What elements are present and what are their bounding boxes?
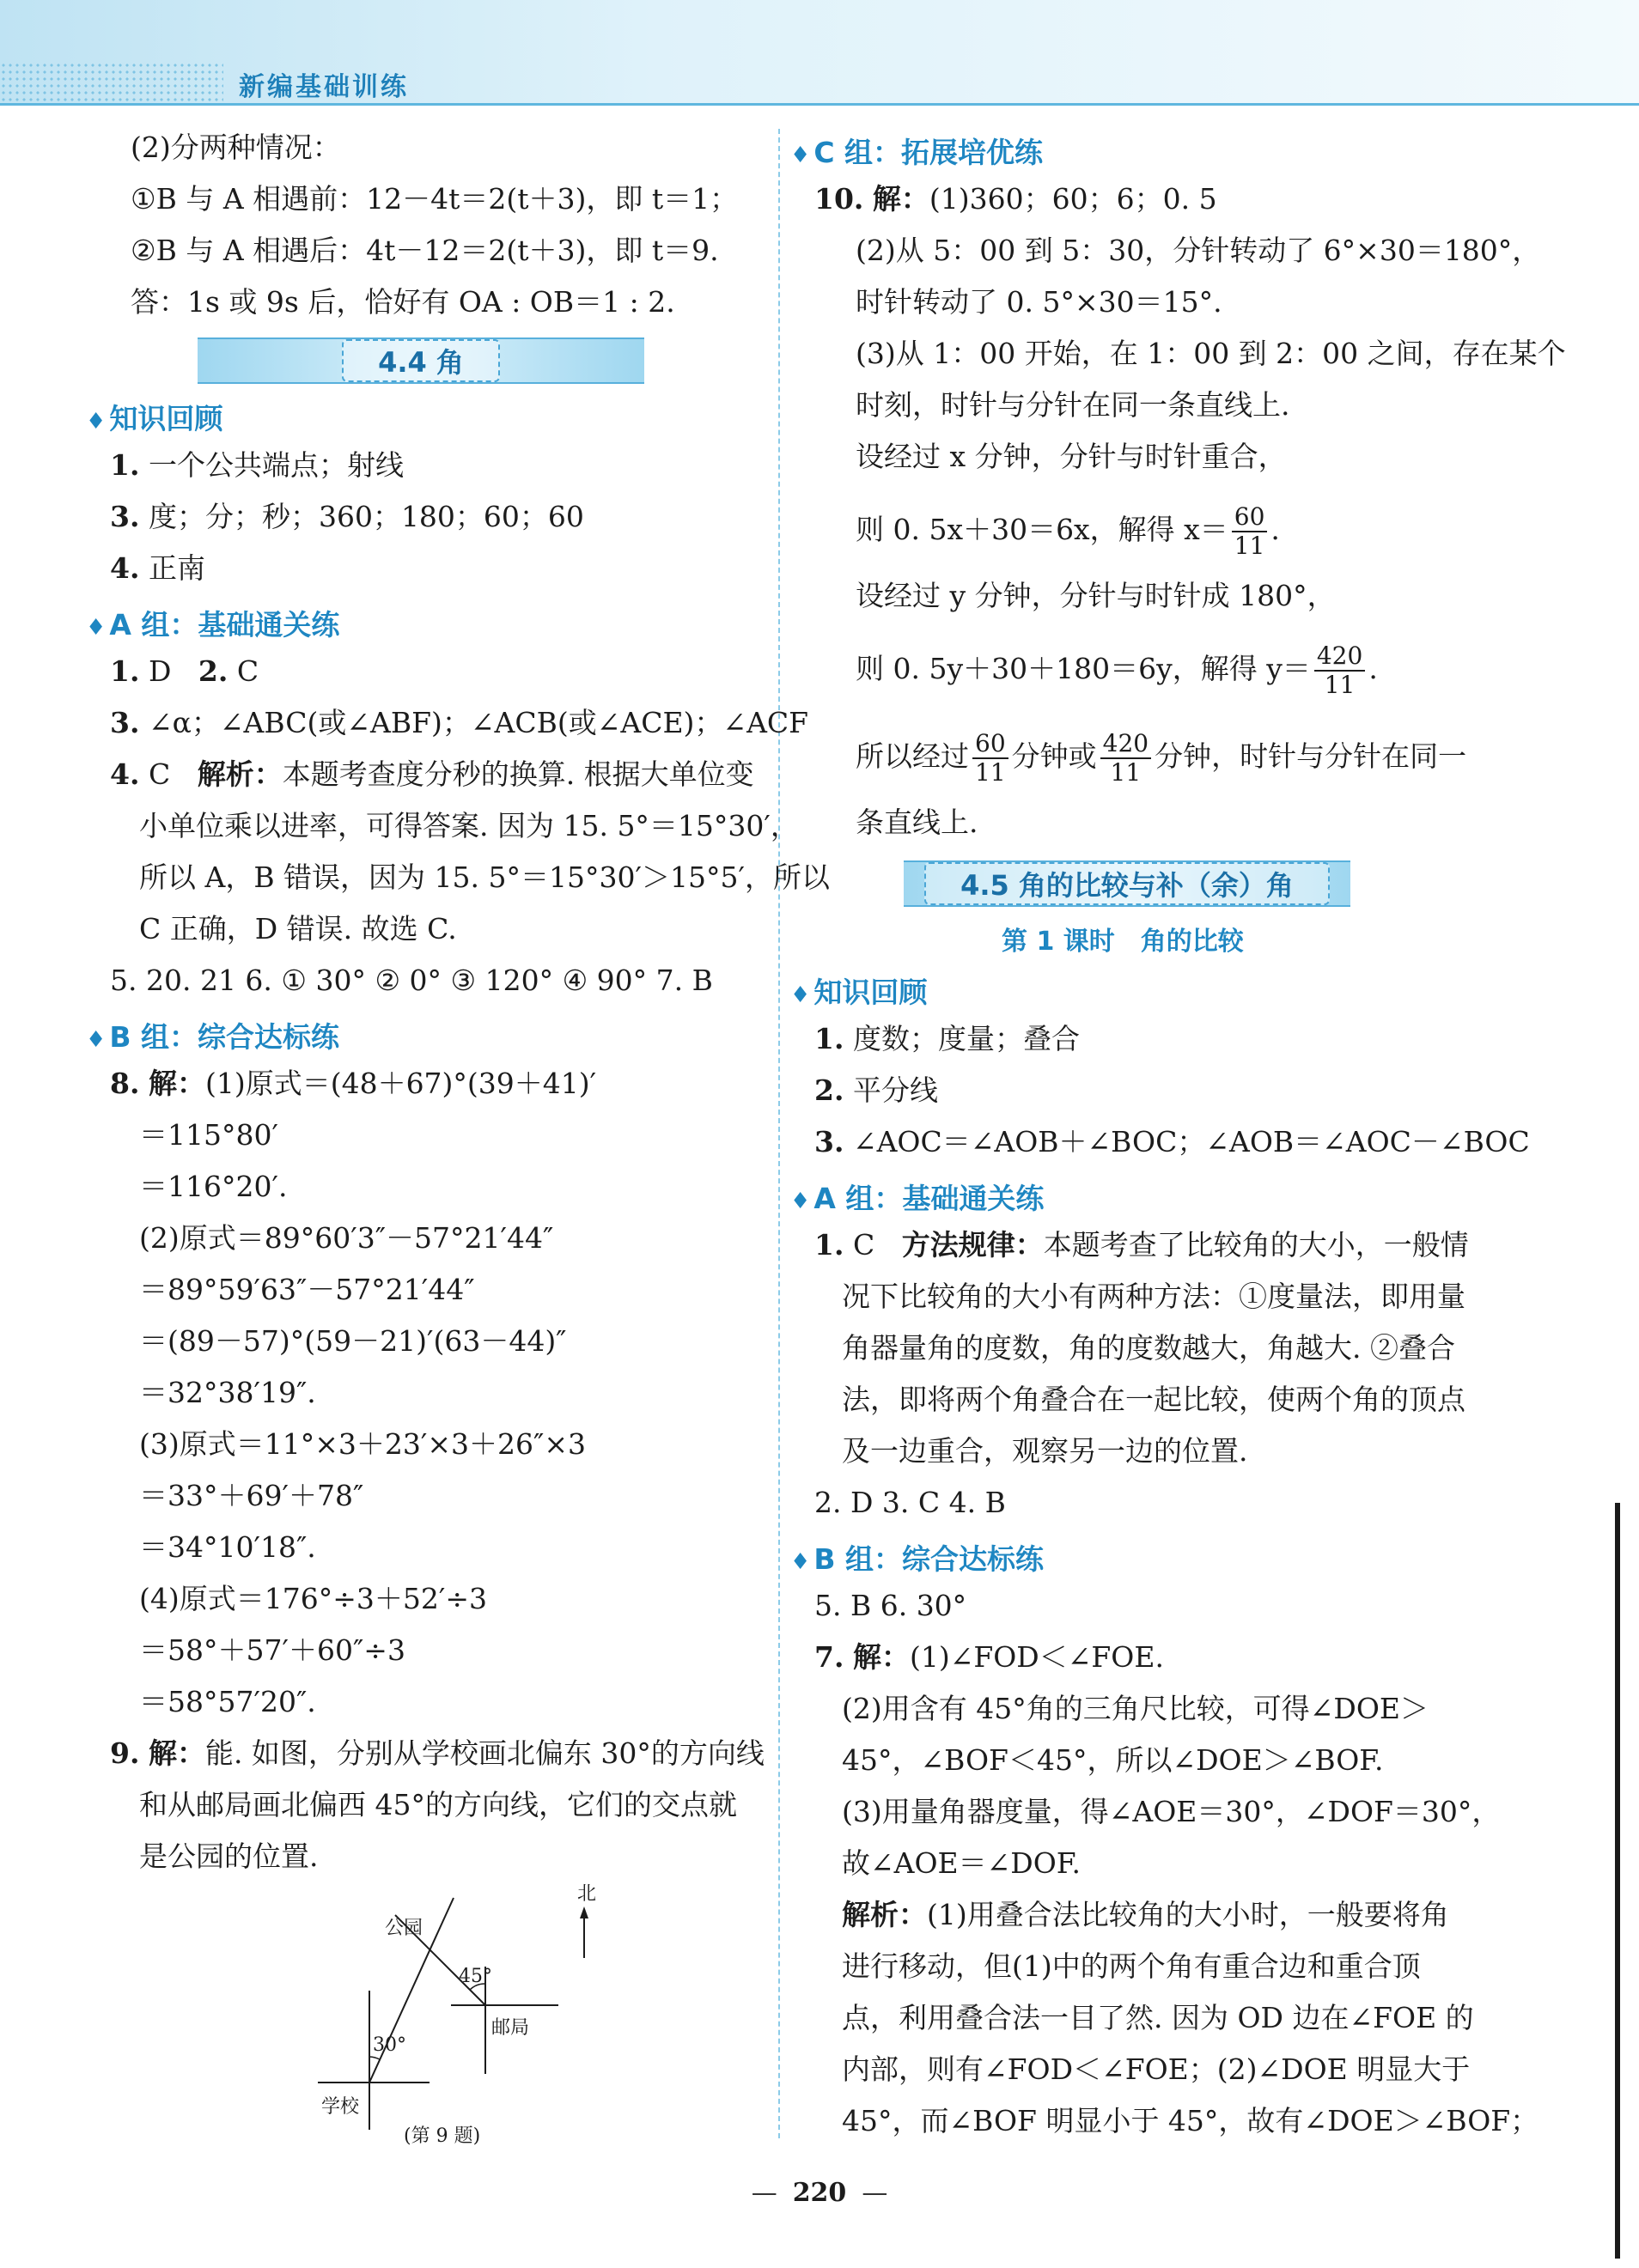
fraction [1232,503,1268,560]
text-line: 设经过 y 分钟，分针与时针成 180°， [856,579,1336,612]
section-banner-4-5 [904,860,1350,907]
list-item [110,448,404,483]
list-item [814,1073,938,1108]
item-text: 一个公共端点；射线 [148,448,404,482]
text-line: ②B 与 A 相遇后：4t－12＝2(t＋3)，即 t＝9. [131,234,719,267]
sum-line [856,727,1466,787]
equation-text: 则 0. 5y＋30＋180＝6y，解得 y＝ [856,652,1311,685]
denominator: 11 [1324,671,1356,699]
denominator: 11 [975,758,1006,787]
subheading-group-a: ♦ A 组：基础通关练 [790,1177,1044,1217]
item-number: 1. [110,654,140,688]
subheading-group-a: ♦ A 组：基础通关练 [86,603,339,643]
text-line: 进行移动，但(1)中的两个角有重合边和重合顶 [842,1949,1421,1983]
text-line: 时刻，时针与分针在同一条直线上. [856,388,1290,422]
angle-30-label: 30° [373,2034,406,2056]
text: 分钟或 [1011,739,1097,773]
answer: C [148,757,171,791]
equation-text: . [1270,513,1280,546]
section-title: 4.4 角 [342,339,500,382]
subheading-group-b: ♦ B 组：综合达标练 [790,1537,1044,1578]
north-arrow-icon [580,1906,588,1918]
fraction [1314,642,1365,699]
text-line: (3)从 1：00 开始，在 1：00 到 2：00 之间，存在某个 [856,337,1566,370]
item-number: 1. [110,448,140,482]
text-line: 是公园的位置. [139,1839,319,1873]
numerator: 60 [972,730,1008,759]
subheading-group-c: ♦ C 组：拓展培优练 [790,131,1043,171]
angle-45-label: 45° [459,1966,492,1987]
text-line: 角器量角的度数，角的度数越大，角越大. ②叠合 [842,1331,1455,1365]
fraction [972,730,1008,787]
text-line: 45°，∠BOF＜45°，所以∠DOE＞∠BOF. [842,1743,1384,1777]
text-line: 况下比较角的大小有两种方法：①度量法，即用量 [842,1280,1465,1313]
text-line: 点，利用叠合法一目了然. 因为 OD 边在∠FOE 的 [842,2001,1474,2034]
item-number: 7. [814,1640,844,1674]
method-label: 方法规律： [901,1228,1044,1262]
park-label: 公园 [385,1918,423,1939]
direction-diagram [301,1881,627,2138]
text-line: ＝58°＋57′＋60″÷3 [139,1633,405,1667]
answers-2-4: 2. D 3. C 4. B [814,1486,1006,1519]
header-rule [0,103,1639,106]
text-line: (2)原式＝89°60′3″－57°21′44″ [139,1221,554,1255]
item-text: 平分线 [852,1073,938,1107]
list-item [110,654,259,689]
text-line: 45°，而∠BOF 明显小于 45°，故有∠DOE＞∠BOF； [842,2104,1539,2137]
item-text: ∠α；∠ABC(或∠ABF)；∠ACB(或∠ACE)；∠ACF [148,706,809,739]
north-label: 北 [577,1883,597,1905]
text-line: 及一边重合，观察另一边的位置. [842,1434,1248,1468]
numerator: 420 [1100,730,1151,759]
school-label: 学校 [321,2096,360,2118]
text-line: ＝32°38′19″. [139,1376,316,1409]
page-number: — 220 — [751,2178,888,2208]
item-text: 度；分；秒；360；180；60；60 [148,500,584,533]
header-decoration [0,62,223,101]
scan-edge-mark [1615,1503,1620,2259]
item-number: 2. [814,1073,844,1107]
item-number: 1. [814,1228,844,1262]
text-line: (2)分两种情况： [131,131,341,164]
list-item [110,551,205,586]
item-text: ∠AOC＝∠AOB＋∠BOC；∠AOB＝∠AOC－∠BOC [852,1125,1530,1158]
text-line: ＝58°57′20″. [139,1685,316,1718]
item-number: 3. [110,706,140,739]
text-line: (3)用量角器度量，得∠AOE＝30°，∠DOF＝30°， [842,1795,1501,1828]
section-banner-4-4 [198,337,644,384]
q9-first-line [110,1736,765,1771]
equation-2 [856,639,1378,699]
q10-first-line [814,182,1217,216]
text-line: 能. 如图，分别从学校画北偏东 30°的方向线 [204,1736,765,1770]
text-line: (4)原式＝176°÷3＋52′÷3 [139,1582,488,1615]
text-line: ＝34°10′18″. [139,1530,316,1564]
text-line: 答：1s 或 9s 后，恰好有 OA : OB＝1 : 2. [131,285,675,319]
book-title: 新编基础训练 [239,72,409,102]
text-line: 小单位乘以进率，可得答案. 因为 15. 5°＝15°30′， [139,809,799,842]
q7-first-line [814,1640,1164,1675]
angle-30-arc [369,2057,380,2059]
post-office-label: 邮局 [491,2017,530,2039]
item-number: 9. [110,1736,140,1770]
list-item [814,1125,1530,1159]
text: 所以经过 [856,739,969,773]
q1-first-line [814,1228,1469,1262]
section-title: 4.5 角的比较与补（余）角 [924,862,1330,905]
text-line: ＝89°59′63″－57°21′44″ [139,1273,475,1306]
item-text: 度数；度量；叠合 [852,1022,1080,1055]
analysis-label: 解析： [197,757,283,791]
text-line: 设经过 x 分钟，分针与时针重合， [856,440,1287,473]
solution-label: 解： [852,1640,910,1674]
item-number: 4. [110,551,140,585]
text-line: (1)∠FOD＜∠FOE. [909,1640,1164,1674]
numerator: 420 [1314,642,1365,672]
q4-first-line [110,757,754,792]
text-line: ＝(89－57)°(59－21)′(63－44)″ [139,1324,567,1358]
text-line: ＝116°20′. [139,1170,288,1203]
text-line: 故∠AOE＝∠DOF. [842,1846,1081,1880]
subheading-group-b: ♦ B 组：综合达标练 [86,1015,339,1055]
lesson-title: 第 1 课时 角的比较 [1002,927,1244,957]
text-line: 所以 A，B 错误，因为 15. 5°＝15°30′＞15°5′，所以 [139,860,830,894]
text-line: 时针转动了 0. 5°×30＝15°. [856,285,1222,319]
text: 分钟，时针与分针在同一 [1155,739,1467,773]
solution-label: 解： [148,1067,205,1100]
list-item [110,706,808,740]
equation-text: . [1368,652,1378,685]
analysis-label: 解析： [842,1898,927,1931]
text-line: (1)原式＝(48＋67)°(39＋41)′ [204,1067,597,1100]
text-line: 内部，则有∠FOD＜∠FOE；(2)∠DOE 明显大于 [842,2052,1471,2086]
column-divider [778,129,780,2138]
text-line: (2)用含有 45°角的三角尺比较，可得∠DOE＞ [842,1692,1429,1725]
item-number: 10. [814,182,864,216]
text-line: ①B 与 A 相遇前：12－4t＝2(t＋3)，即 t＝1； [131,182,739,216]
denominator: 11 [1234,532,1265,560]
text-line: ＝33°＋69′＋78″ [139,1479,364,1512]
equation-text: 则 0. 5x＋30＝6x，解得 x＝ [856,513,1228,546]
answers-5-6: 5. B 6. 30° [814,1589,967,1622]
item-number: 3. [814,1125,844,1158]
item-text: D [148,654,172,688]
item-number: 2. [198,654,228,688]
list-item [110,500,584,534]
list-item [814,1022,1080,1056]
text-line: C 正确，D 错误. 故选 C. [139,912,457,946]
numerator: 60 [1232,503,1268,532]
equation-1 [856,500,1280,560]
solution-label: 解： [148,1736,205,1770]
q8-first-line [110,1067,596,1101]
fraction [1100,730,1151,787]
text-line: 条直线上. [856,806,978,839]
item-number: 1. [814,1022,844,1055]
solution-label: 解： [872,182,929,216]
subheading-review: ♦ 知识回顾 [790,970,927,1011]
text-line: 和从邮局画北偏西 45°的方向线，它们的交点就 [139,1788,737,1821]
text-line: (3)原式＝11°×3＋23′×3＋26″×3 [139,1427,586,1461]
answers-5-7: 5. 20. 21 6. ① 30° ② 0° ③ 120° ④ 90° 7. B [110,964,713,997]
subheading-review: ♦ 知识回顾 [86,397,222,437]
answer: C [852,1228,875,1262]
text-line: ＝115°80′ [139,1118,278,1152]
item-number: 4. [110,757,140,791]
item-text: C [236,654,259,688]
denominator: 11 [1110,758,1142,787]
item-number: 3. [110,500,140,533]
item-text: 正南 [148,551,205,585]
item-number: 8. [110,1067,140,1100]
text-line: (2)从 5：00 到 5：30，分针转动了 6°×30＝180°， [856,234,1541,267]
text-line: 本题考查了比较角的大小，一般情 [1043,1228,1469,1262]
figure-caption: (第 9 题) [404,2125,481,2147]
text-line: (1)用叠合法比较角的大小时，一般要将角 [927,1898,1449,1931]
analysis-first-line [842,1898,1449,1932]
text-line: 本题考查度分秒的换算. 根据大单位变 [282,757,754,791]
text-line: 法，即将两个角叠合在一起比较，使两个角的顶点 [842,1383,1465,1416]
page-number-value: 220 [792,2178,847,2208]
text-line: (1)360；60；6；0. 5 [929,182,1217,216]
